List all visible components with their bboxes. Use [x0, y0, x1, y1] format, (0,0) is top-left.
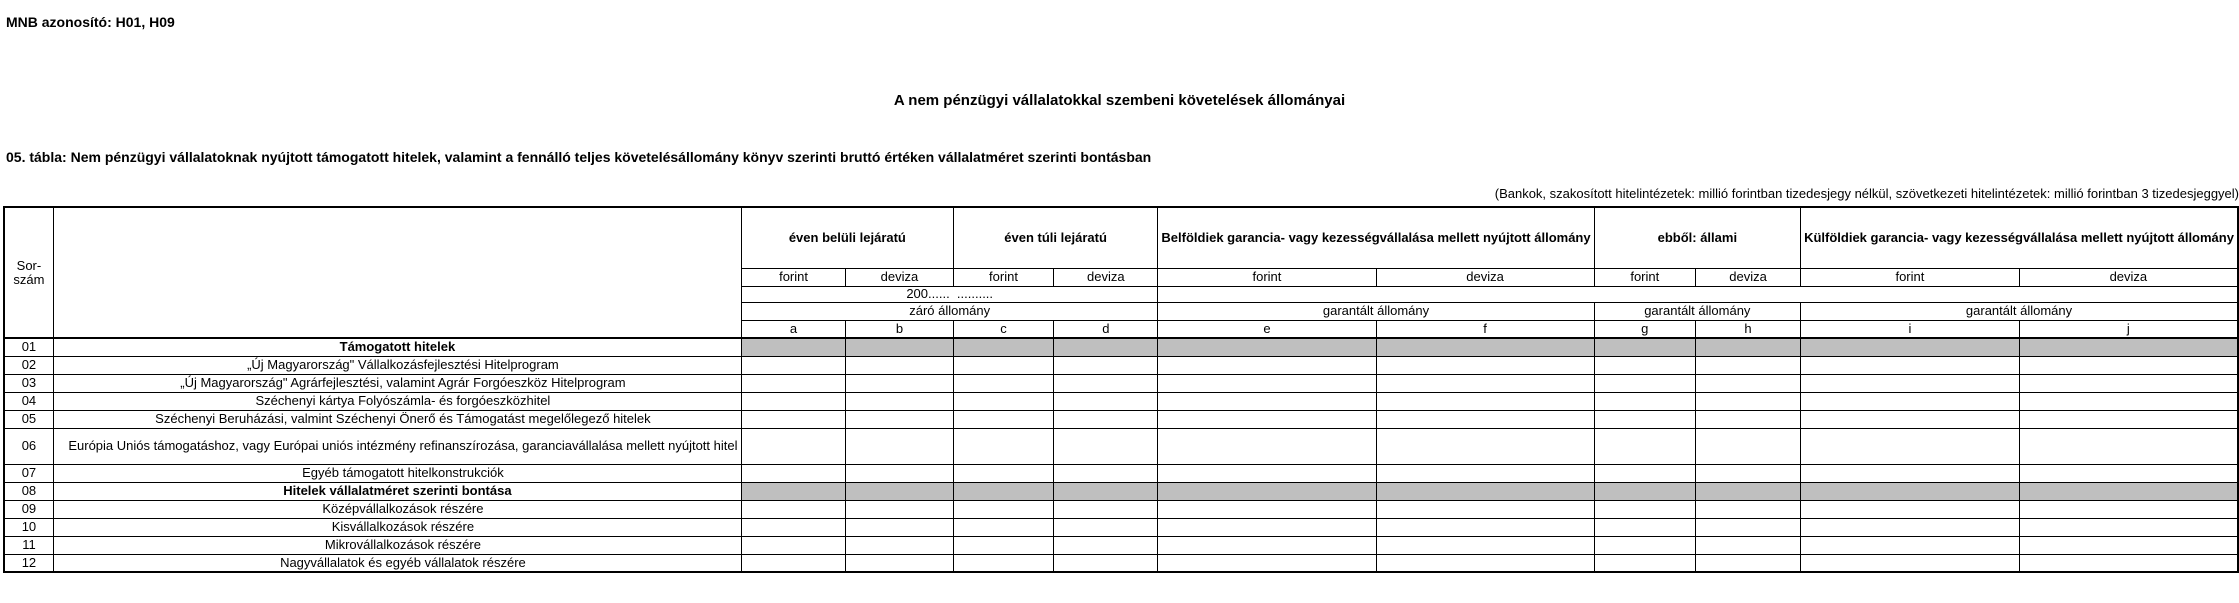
header-forint: forint — [953, 268, 1053, 286]
data-cell[interactable] — [1801, 392, 2020, 410]
data-cell[interactable] — [1054, 338, 1158, 356]
header-group-domestic-guarantee: Belföldiek garancia- vagy kezességvállalása mellett nyújtott állomány — [1158, 207, 1594, 268]
row-label: Nagyvállalatok és egyéb vállalatok részére — [53, 554, 741, 572]
units-note: (Bankok, szakosított hitelintézetek: millió forintban tizedesjegy nélkül, szövetkezeti hitelintézetek: millió forintban 3 tizedesjeggyel) — [1494, 186, 2239, 201]
data-cell[interactable] — [1376, 464, 1594, 482]
data-cell[interactable] — [741, 410, 845, 428]
header-sorszam: Sor- szám — [4, 207, 53, 338]
header-letter: j — [2019, 320, 2238, 338]
header-letter: f — [1376, 320, 1594, 338]
table-row — [4, 410, 2238, 428]
header-description — [53, 207, 741, 338]
data-cell[interactable] — [846, 554, 954, 572]
data-cell[interactable] — [1594, 374, 1695, 392]
data-cell[interactable] — [1801, 536, 2020, 554]
data-cell[interactable] — [1376, 428, 1594, 464]
data-cell[interactable] — [953, 374, 1053, 392]
row-number: 08 — [4, 482, 53, 500]
data-cell[interactable] — [1376, 356, 1594, 374]
row-label: Mikrovállalkozások részére — [53, 536, 741, 554]
row-number: 04 — [4, 392, 53, 410]
data-cell[interactable] — [1696, 428, 1801, 464]
data-cell[interactable] — [953, 554, 1053, 572]
row-number: 02 — [4, 356, 53, 374]
data-cell[interactable] — [1594, 410, 1695, 428]
data-cell[interactable] — [1801, 410, 2020, 428]
data-cell[interactable] — [1594, 356, 1695, 374]
data-cell[interactable] — [1054, 428, 1158, 464]
header-letter: d — [1054, 320, 1158, 338]
data-cell[interactable] — [1054, 410, 1158, 428]
row-number: 09 — [4, 500, 53, 518]
header-forint: forint — [741, 268, 845, 286]
data-cell[interactable] — [846, 536, 954, 554]
data-cell[interactable] — [1054, 482, 1158, 500]
header-letter: g — [1594, 320, 1695, 338]
data-cell[interactable] — [1376, 338, 1594, 356]
data-cell[interactable] — [1696, 536, 1801, 554]
data-cell[interactable] — [953, 392, 1053, 410]
data-cell[interactable] — [741, 392, 845, 410]
data-cell[interactable] — [1801, 428, 2020, 464]
data-cell[interactable] — [741, 518, 845, 536]
data-cell[interactable] — [1801, 356, 2020, 374]
data-cell[interactable] — [1376, 536, 1594, 554]
data-cell[interactable] — [846, 428, 954, 464]
data-cell[interactable] — [846, 392, 954, 410]
row-number: 05 — [4, 410, 53, 428]
table-row — [4, 338, 2238, 356]
table-title: 05. tábla: Nem pénzügyi vállalatoknak nyújtott támogatott hitelek, valamint a fennálló teljes követelésállomány könyv szerinti bruttó értéken vállalatméret szerinti bontásban — [6, 149, 1152, 165]
data-cell[interactable] — [2019, 500, 2238, 518]
header-group-foreign-guarantee: Külföldiek garancia- vagy kezességvállalása mellett nyújtott állomány — [1801, 207, 2238, 268]
header-letter: h — [1696, 320, 1801, 338]
data-cell[interactable] — [2019, 338, 2238, 356]
data-cell[interactable] — [1696, 392, 1801, 410]
header-forint: forint — [1801, 268, 2020, 286]
row-label: Egyéb támogatott hitelkonstrukciók — [53, 464, 741, 482]
data-cell[interactable] — [1158, 482, 1376, 500]
data-cell[interactable] — [2019, 536, 2238, 554]
header-forint: forint — [1158, 268, 1376, 286]
data-cell[interactable] — [846, 482, 954, 500]
row-number: 06 — [4, 428, 53, 464]
data-cell[interactable] — [2019, 392, 2238, 410]
table-row — [4, 500, 2238, 518]
data-cell[interactable] — [1054, 464, 1158, 482]
data-cell[interactable] — [1054, 518, 1158, 536]
data-cell[interactable] — [1696, 518, 1801, 536]
data-cell[interactable] — [2019, 410, 2238, 428]
data-cell[interactable] — [1696, 500, 1801, 518]
header-forint: forint — [1594, 268, 1695, 286]
data-cell[interactable] — [1801, 500, 2020, 518]
header-deviza: deviza — [846, 268, 954, 286]
data-cell[interactable] — [2019, 464, 2238, 482]
data-cell[interactable] — [846, 500, 954, 518]
data-cell[interactable] — [741, 356, 845, 374]
page-title: A nem pénzügyi vállalatokkal szembeni követelések állományai — [893, 92, 1346, 109]
data-cell[interactable] — [953, 518, 1053, 536]
data-cell[interactable] — [1696, 338, 1801, 356]
data-cell[interactable] — [1158, 464, 1376, 482]
table-row — [4, 518, 2238, 536]
data-cell[interactable] — [1158, 536, 1376, 554]
table-row — [4, 392, 2238, 410]
data-cell[interactable] — [1801, 518, 2020, 536]
header-letter: b — [846, 320, 954, 338]
row-label: Hitelek vállalatméret szerinti bontása — [53, 482, 741, 500]
header-date: 200...... .......... — [741, 286, 1157, 302]
data-cell[interactable] — [741, 554, 845, 572]
data-cell[interactable] — [2019, 374, 2238, 392]
data-cell[interactable] — [1594, 482, 1695, 500]
data-cell[interactable] — [1594, 338, 1695, 356]
header-closing-stock: záró állomány — [741, 302, 1157, 320]
data-cell[interactable] — [741, 428, 845, 464]
data-cell[interactable] — [1594, 536, 1695, 554]
data-cell[interactable] — [953, 482, 1053, 500]
data-cell[interactable] — [846, 374, 954, 392]
data-cell[interactable] — [1594, 518, 1695, 536]
table-row — [4, 464, 2238, 482]
data-cell[interactable] — [1158, 428, 1376, 464]
data-cell[interactable] — [1376, 482, 1594, 500]
data-cell[interactable] — [1696, 374, 1801, 392]
data-cell[interactable] — [1801, 374, 2020, 392]
data-cell[interactable] — [1054, 500, 1158, 518]
row-number: 10 — [4, 518, 53, 536]
data-cell[interactable] — [1696, 356, 1801, 374]
header-group-over-year: éven túli lejáratú — [953, 207, 1158, 268]
header-letter: e — [1158, 320, 1376, 338]
data-cell[interactable] — [2019, 356, 2238, 374]
data-cell[interactable] — [1594, 392, 1695, 410]
header-group-within-year: éven belüli lejáratú — [741, 207, 953, 268]
row-label: Széchenyi Beruházási, valmint Széchenyi Önerő és Támogatást megelőlegező hitelek — [53, 410, 741, 428]
data-cell[interactable] — [1376, 374, 1594, 392]
header-blank — [1158, 286, 2238, 302]
header-guaranteed-stock: garantált állomány — [1158, 302, 1594, 320]
data-cell[interactable] — [741, 374, 845, 392]
header-deviza: deviza — [1054, 268, 1158, 286]
data-cell[interactable] — [1158, 338, 1376, 356]
header-deviza: deviza — [1696, 268, 1801, 286]
data-cell[interactable] — [741, 338, 845, 356]
data-cell[interactable] — [1801, 338, 2020, 356]
header-letter: a — [741, 320, 845, 338]
row-label: Európia Uniós támogatáshoz, vagy Európai uniós intézmény refinanszírozása, garanciavállalása mellett nyújtott hitel — [53, 428, 741, 464]
header-guaranteed-stock: garantált állomány — [1801, 302, 2238, 320]
header-letter: i — [1801, 320, 2020, 338]
data-cell[interactable] — [1158, 392, 1376, 410]
data-cell[interactable] — [1376, 392, 1594, 410]
header-group-state: ebből: állami — [1594, 207, 1800, 268]
data-cell[interactable] — [1594, 554, 1695, 572]
table-row — [4, 374, 2238, 392]
data-cell[interactable] — [846, 356, 954, 374]
row-number: 01 — [4, 338, 53, 356]
header-letter: c — [953, 320, 1053, 338]
data-cell[interactable] — [953, 428, 1053, 464]
data-cell[interactable] — [953, 356, 1053, 374]
row-label: Középvállalkozások részére — [53, 500, 741, 518]
data-cell[interactable] — [846, 410, 954, 428]
data-cell[interactable] — [1158, 356, 1376, 374]
header-deviza: deviza — [2019, 268, 2238, 286]
data-cell[interactable] — [1158, 410, 1376, 428]
data-cell[interactable] — [846, 464, 954, 482]
table-row — [4, 554, 2238, 572]
data-cell[interactable] — [1376, 410, 1594, 428]
data-cell[interactable] — [846, 518, 954, 536]
data-cell[interactable] — [741, 482, 845, 500]
data-cell[interactable] — [1594, 428, 1695, 464]
row-label: Támogatott hitelek — [53, 338, 741, 356]
data-cell[interactable] — [1054, 392, 1158, 410]
data-cell[interactable] — [2019, 554, 2238, 572]
data-cell[interactable] — [953, 464, 1053, 482]
data-cell[interactable] — [2019, 428, 2238, 464]
data-cell[interactable] — [1054, 554, 1158, 572]
data-cell[interactable] — [1696, 554, 1801, 572]
data-cell[interactable] — [2019, 518, 2238, 536]
data-table — [3, 206, 2239, 573]
data-cell[interactable] — [953, 500, 1053, 518]
row-number: 03 — [4, 374, 53, 392]
data-cell[interactable] — [1801, 482, 2020, 500]
data-cell[interactable] — [1054, 374, 1158, 392]
data-cell[interactable] — [1801, 554, 2020, 572]
data-cell[interactable] — [1054, 356, 1158, 374]
data-cell[interactable] — [953, 410, 1053, 428]
table-row — [4, 536, 2238, 554]
data-cell[interactable] — [1376, 500, 1594, 518]
mnb-identifier: MNB azonosító: H01, H09 — [6, 14, 175, 30]
data-cell[interactable] — [1158, 518, 1376, 536]
row-number: 12 — [4, 554, 53, 572]
row-number: 07 — [4, 464, 53, 482]
header-deviza: deviza — [1376, 268, 1594, 286]
data-cell[interactable] — [1801, 464, 2020, 482]
data-cell[interactable] — [1158, 554, 1376, 572]
row-label: „Új Magyarország" Agrárfejlesztési, valamint Agrár Forgóeszköz Hitelprogram — [53, 374, 741, 392]
row-label: Széchenyi kártya Folyószámla- és forgóeszközhitel — [53, 392, 741, 410]
data-cell[interactable] — [1158, 374, 1376, 392]
header-guaranteed-stock: garantált állomány — [1594, 302, 1800, 320]
data-cell[interactable] — [1594, 500, 1695, 518]
data-cell[interactable] — [953, 536, 1053, 554]
data-cell[interactable] — [741, 536, 845, 554]
data-cell[interactable] — [1376, 518, 1594, 536]
data-cell[interactable] — [2019, 482, 2238, 500]
data-cell[interactable] — [953, 338, 1053, 356]
table-row — [4, 356, 2238, 374]
row-label: „Új Magyarország" Vállalkozásfejlesztési Hitelprogram — [53, 356, 741, 374]
data-cell[interactable] — [1696, 410, 1801, 428]
data-cell[interactable] — [1158, 500, 1376, 518]
table-row — [4, 482, 2238, 500]
data-cell[interactable] — [741, 464, 845, 482]
data-cell[interactable] — [1696, 464, 1801, 482]
row-number: 11 — [4, 536, 53, 554]
row-label: Kisvállalkozások részére — [53, 518, 741, 536]
data-cell[interactable] — [846, 338, 954, 356]
table-row — [4, 428, 2238, 464]
data-cell[interactable] — [741, 500, 845, 518]
data-cell[interactable] — [1696, 482, 1801, 500]
data-cell[interactable] — [1054, 536, 1158, 554]
data-cell[interactable] — [1376, 554, 1594, 572]
data-cell[interactable] — [1594, 464, 1695, 482]
